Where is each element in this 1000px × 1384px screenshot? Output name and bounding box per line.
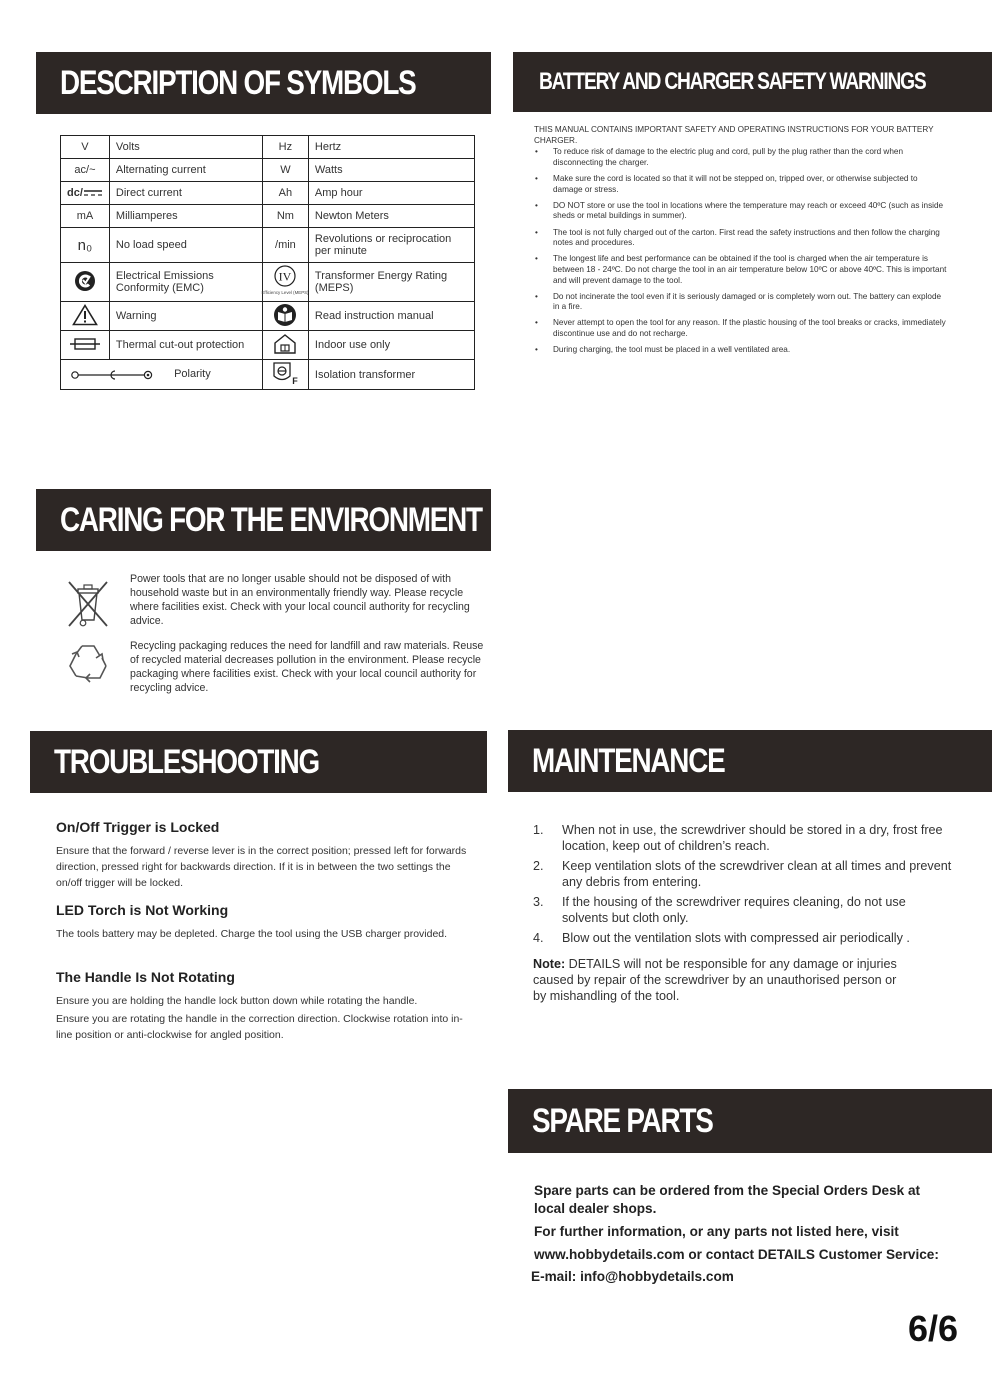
symbol-desc: Direct current — [109, 182, 262, 205]
symbol-desc: Alternating current — [109, 159, 262, 182]
symbol-hertz: Hz — [262, 136, 308, 159]
maintenance-note — [533, 956, 913, 1004]
symbol-ac: ac/~ — [61, 159, 110, 182]
troubleshoot-item — [56, 819, 476, 891]
svg-text:IV: IV — [279, 269, 292, 283]
battery-heading: BATTERY AND CHARGER SAFETY WARNINGS — [513, 52, 992, 112]
table-row — [61, 360, 475, 390]
spare-parts-line-1: Spare parts can be ordered from the Special Orders Desk at local dealer shops. — [534, 1183, 921, 1216]
warning-triangle-icon — [72, 304, 98, 326]
table-row — [61, 159, 475, 182]
list-item: • The tool is not fully charged out of the carton. First read the safety instructions and then follow the charging notes and procedures. — [534, 228, 949, 249]
svg-text:F: F — [292, 376, 299, 386]
symbol-isolation — [262, 360, 308, 390]
symbol-desc: Milliamperes — [109, 205, 262, 228]
list-item: 1. When not in use, the screwdriver should be stored in a dry, frost free location, keep out of children’s reach. — [533, 823, 943, 853]
meps-rating-icon — [261, 264, 309, 298]
symbol-newton-meters: Nm — [262, 205, 308, 228]
symbol-desc: Transformer Energy Rating (MEPS) — [308, 263, 474, 302]
spare-parts-line-3: www.hobbydetails.com or contact DETAILS Customer Service: — [534, 1247, 939, 1262]
troubleshoot-text: Ensure you are rotating the handle in the correction direction. Clockwise rotation into in-line position or anti-clockwise for angled position. — [56, 1013, 463, 1041]
emc-rcm-icon — [74, 270, 96, 292]
symbol-volts: V — [61, 136, 110, 159]
maintenance-heading: MAINTENANCE — [508, 730, 992, 792]
symbol-desc: Read instruction manual — [308, 302, 474, 331]
symbols-table — [60, 135, 475, 390]
read-manual-icon — [273, 303, 297, 327]
symbol-desc: Watts — [308, 159, 474, 182]
troubleshoot-item — [56, 969, 476, 1043]
note-text: DETAILS will not be responsible for any damage or injuries caused by repair of the screwdriver by an unauthorised person or by mishandling of the tool. — [533, 957, 897, 1003]
troubleshoot-text: The tools battery may be depleted. Charge the tool using the USB charger provided. — [56, 928, 448, 940]
symbol-desc: No load speed — [109, 228, 262, 263]
table-row — [61, 331, 475, 360]
symbol-desc: Warning — [109, 302, 262, 331]
symbol-desc: Hertz — [308, 136, 474, 159]
isolation-transformer-icon — [270, 360, 300, 386]
recycle-icon — [62, 640, 114, 688]
symbol-thermal — [61, 331, 110, 360]
list-item: • Make sure the cord is located so that it will not be stepped on, tripped over, or otherwise subjected to damage or stress. — [534, 174, 949, 195]
troubleshoot-text: Ensure that the forward / reverse lever is in the correct position; pressed left for forwards direction, pressed right for backwards direction. If it is in between the two settings the on/off trigger will be locked. — [56, 845, 467, 889]
table-row — [61, 205, 475, 228]
dc-current-icon — [83, 188, 103, 198]
spare-parts-email: E-mail: info@hobbydetails.com — [531, 1269, 734, 1284]
symbol-desc: Isolation transformer — [308, 360, 474, 390]
troubleshoot-title: LED Torch is Not Working — [56, 902, 229, 918]
table-row — [61, 228, 475, 263]
environment-disposal-text: Power tools that are no longer usable should not be disposed of with household waste but in an environmentally friendly way. Please recycle where facilities exist. Check with your local council authority for recycling advice. — [130, 573, 470, 627]
environment-recycling-text: Recycling packaging reduces the need for landfill and raw materials. Reuse of recycled material decreases pollution in the environment. Please recycle packaging where facilities exist. Check with your local council authority for recycling advice. — [130, 640, 484, 694]
symbol-desc: Indoor use only — [308, 331, 474, 360]
list-item: 4. Blow out the ventilation slots with compressed air periodically . — [533, 931, 910, 945]
thermal-fuse-icon — [70, 337, 100, 351]
symbol-watts: W — [262, 159, 308, 182]
crossed-bin-icon — [63, 578, 113, 630]
troubleshoot-title: The Handle Is Not Rotating — [56, 969, 235, 985]
symbol-dc: dc/ — [61, 182, 110, 205]
symbol-desc: Thermal cut-out protection — [109, 331, 262, 360]
svg-text:Efficiency Level (MEPS): Efficiency Level (MEPS) — [261, 289, 309, 295]
indoor-use-icon — [272, 333, 298, 355]
page-number: 6/6 — [908, 1308, 959, 1349]
list-item: • To reduce risk of damage to the electric plug and cord, pull by the plug rather than the cord when disconnecting the charger. — [534, 147, 949, 168]
troubleshoot-text: Ensure you are holding the handle lock button down while rotating the handle. — [56, 995, 418, 1007]
table-row — [61, 182, 475, 205]
symbol-desc: Amp hour — [308, 182, 474, 205]
symbol-desc: Revolutions or reciprocation per minute — [308, 228, 474, 263]
symbol-amp-hour: Ah — [262, 182, 308, 205]
troubleshoot-item — [56, 902, 476, 942]
list-item: • DO NOT store or use the tool in locations where the temperature may reach or exceed 40ºC (such as inside sheds or metal buildings in summer). — [534, 201, 949, 222]
list-item: 3. If the housing of the screwdriver requires cleaning, do not use solvents but cloth only. — [533, 895, 906, 925]
symbol-desc: Volts — [109, 136, 262, 159]
battery-warning-list — [534, 147, 949, 356]
table-row — [61, 263, 475, 302]
symbol-polarity: Polarity — [61, 360, 263, 390]
troubleshoot-title: On/Off Trigger is Locked — [56, 819, 220, 835]
environment-heading: CARING FOR THE ENVIRONMENT — [36, 489, 491, 551]
maintenance-list — [533, 822, 953, 950]
symbol-per-minute: /min — [262, 228, 308, 263]
symbol-read-manual — [262, 302, 308, 331]
spare-parts-heading: SPARE PARTS — [508, 1089, 992, 1153]
table-row — [61, 302, 475, 331]
troubleshooting-heading: TROUBLESHOOTING — [30, 731, 487, 793]
symbol-no-load-speed: n₀ — [61, 228, 110, 263]
polarity-icon — [71, 369, 153, 381]
symbol-milliamperes: mA — [61, 205, 110, 228]
list-item: • Do not incinerate the tool even if it is seriously damaged or is completely worn out. The battery can explode in a fire. — [534, 292, 949, 313]
symbol-indoor — [262, 331, 308, 360]
note-label: Note: — [533, 957, 566, 971]
list-item: • Never attempt to open the tool for any reason. If the plastic housing of the tool breaks or cracks, immediately discontinue use and do not recharge. — [534, 318, 949, 339]
spare-parts-line-2: For further information, or any parts not listed here, visit — [534, 1224, 899, 1239]
symbol-desc: Electrical Emissions Conformity (EMC) — [109, 263, 262, 302]
symbol-warning — [61, 302, 110, 331]
symbol-desc: Newton Meters — [308, 205, 474, 228]
list-item: • During charging, the tool must be placed in a well ventilated area. — [534, 345, 949, 356]
symbol-meps — [262, 263, 308, 302]
table-row — [61, 136, 475, 159]
battery-warnings — [534, 125, 949, 361]
battery-intro: THIS MANUAL CONTAINS IMPORTANT SAFETY AND OPERATING INSTRUCTIONS FOR YOUR BATTERY CHARGER. — [534, 125, 934, 145]
symbol-emc — [61, 263, 110, 302]
symbols-heading: DESCRIPTION OF SYMBOLS — [36, 52, 491, 114]
list-item: 2. Keep ventilation slots of the screwdriver clean at all times and prevent any debris from entering. — [533, 859, 952, 889]
list-item: • The longest life and best performance can be obtained if the tool is charged when the air temperature is between 18 - 24ºC. Do not charge the tool in an air temperature below 10ºC or above 40ºC. This is important and will prevent damage to the tool. — [534, 254, 949, 286]
